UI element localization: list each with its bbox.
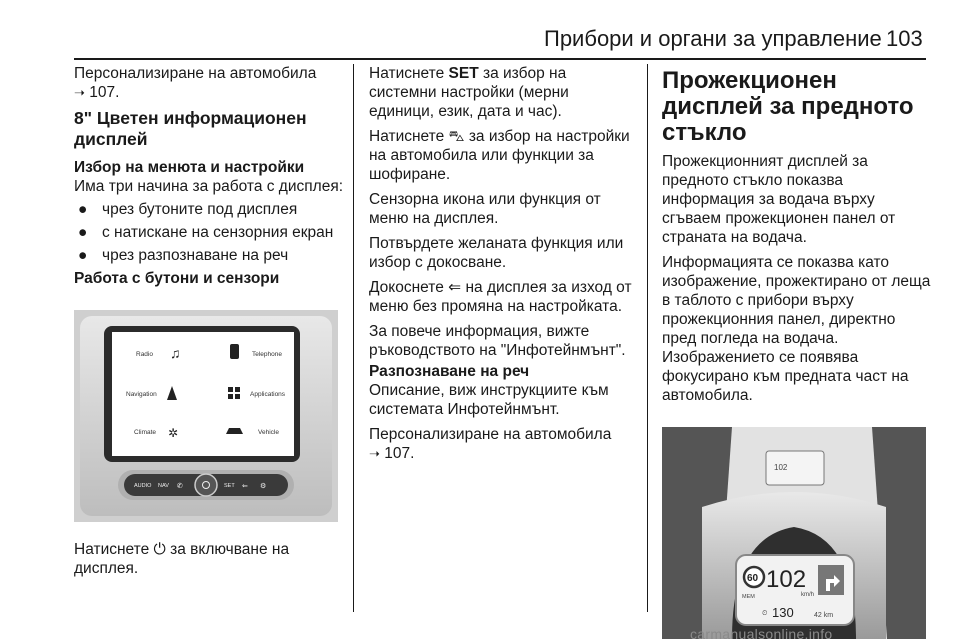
subsection-heading: Работа с бутони и сензори (74, 270, 280, 287)
hud-illustration (662, 427, 926, 639)
set-button-label: SET (448, 65, 479, 82)
phone-button-icon[interactable]: ✆ (177, 483, 183, 490)
ref-arrow-icon: ➝ (74, 85, 85, 100)
paragraph (369, 278, 637, 316)
text: за включване на дисплея. (74, 541, 290, 577)
ref-page[interactable]: 107. (89, 84, 120, 101)
paragraph: Има три начина за работа с дисплея: (74, 178, 344, 195)
paragraph: Сензорна икона или функция от меню на дисплея. (369, 191, 601, 227)
phone-icon[interactable] (230, 344, 239, 359)
paragraph: За повече информация, вижте ръководството на "Инфотейнмънт". (369, 323, 626, 359)
list-item (74, 200, 344, 219)
cruise-control-icon: ⏲ (762, 610, 768, 617)
paragraph (369, 127, 637, 184)
menu-label-climate[interactable]: Climate (134, 429, 157, 436)
column-divider-1 (353, 64, 354, 612)
section-heading: 8" Цветен информационен дисплей (74, 108, 307, 149)
hud-small-speed: 102 (774, 463, 788, 472)
music-icon[interactable]: ♫ (170, 345, 181, 361)
climate-icon[interactable]: ✲ (168, 426, 179, 440)
back-arrow-icon: ⇐ (448, 279, 462, 296)
header-title: Прибори и органи за управление (544, 26, 882, 51)
subsection-heading: Разпознаване на реч (369, 363, 530, 380)
text: на дисплея за изход от меню без промяна на настройката. (369, 279, 632, 315)
list-item (74, 223, 344, 242)
menu-label-applications[interactable]: Applications (250, 391, 286, 398)
hud-unit: km/h (801, 592, 815, 598)
paragraph: Описание, виж инструкциите към системата Инфотейнмънт. (369, 382, 609, 418)
list-item-text: чрез бутоните под дисплея (102, 201, 298, 218)
back-button-icon[interactable]: ⇐ (242, 483, 248, 490)
power-knob[interactable] (195, 474, 217, 496)
hud-speed-limit: 60 (747, 573, 759, 584)
hud-figure (662, 427, 926, 639)
section-heading: Прожекционен дисплей за предното стъкло (662, 67, 914, 146)
text: Натиснете (74, 541, 150, 558)
column-divider-2 (647, 64, 648, 612)
menu-label-navigation[interactable]: Navigation (126, 391, 157, 398)
text: Натиснете (369, 65, 445, 82)
paragraph: Потвърдете желаната функция или избор с докосване. (369, 235, 624, 271)
ref-arrow-icon: ➝ (369, 446, 380, 461)
paragraph (74, 540, 344, 578)
paragraph (369, 64, 637, 121)
set-button[interactable]: SET (224, 483, 235, 489)
text: за избор на настройки на автомобила или функции за шофиране. (369, 128, 630, 183)
text: Докоснете (369, 279, 444, 296)
text: Натиснете (369, 128, 445, 145)
header-divider (74, 58, 926, 60)
menu-label-radio[interactable]: Radio (136, 351, 153, 358)
audio-button[interactable]: AUDIO (134, 483, 152, 489)
hud-distance: 42 km (814, 612, 834, 619)
column-3 (662, 64, 932, 639)
vehicle-button-icon[interactable]: ⚙ (260, 483, 267, 490)
bullet-icon: ● (78, 224, 88, 241)
list-item-text: с натискане на сензорния екран (102, 224, 334, 241)
text: за избор на системни настройки (мерни единици, език, дата и час). (369, 65, 569, 120)
hud-set-speed: 130 (772, 605, 794, 620)
list-item (74, 246, 344, 265)
footer-watermark: carmanualsonline.info (690, 626, 833, 642)
hud-speed: 102 (766, 566, 807, 593)
hud-mem: MEM (742, 594, 755, 600)
menu-label-telephone[interactable]: Telephone (252, 351, 282, 358)
bullet-icon: ● (78, 201, 88, 218)
car-icon[interactable] (226, 428, 243, 434)
menu-label-vehicle[interactable]: Vehicle (258, 429, 279, 436)
bullet-icon: ● (78, 247, 88, 264)
column-2 (369, 64, 637, 469)
page-number: 103 (886, 26, 923, 51)
car-settings-icon: ⛍ (448, 128, 465, 145)
paragraph: Прожекционният дисплей за предното стъкло показва информация за водача върху сгъваем прожекционен панел от страната на водача. (662, 153, 896, 246)
subsection-heading: Избор на менюта и настройки (74, 159, 305, 176)
list-item-text: чрез разпознаване на реч (102, 247, 289, 264)
paragraph: Информацията се показва като изображение, прожектирано от леща в таблото с прибори върху прожекционния панел, директно пред погледа на водача. Изображението се появява фокусирано към предната част на автомобила. (662, 254, 931, 404)
power-icon: ⏻ (153, 541, 166, 558)
ref-page[interactable]: 107. (384, 445, 415, 462)
ref-text: Персонализиране на автомобила (369, 426, 612, 443)
nav-button[interactable]: NAV (158, 483, 169, 489)
infotainment-illustration (74, 310, 338, 522)
cross-reference (74, 64, 344, 102)
ref-text: Персонализиране на автомобила (74, 65, 317, 82)
cross-reference (369, 425, 637, 463)
column-1 (74, 64, 344, 584)
infotainment-figure (74, 310, 338, 522)
